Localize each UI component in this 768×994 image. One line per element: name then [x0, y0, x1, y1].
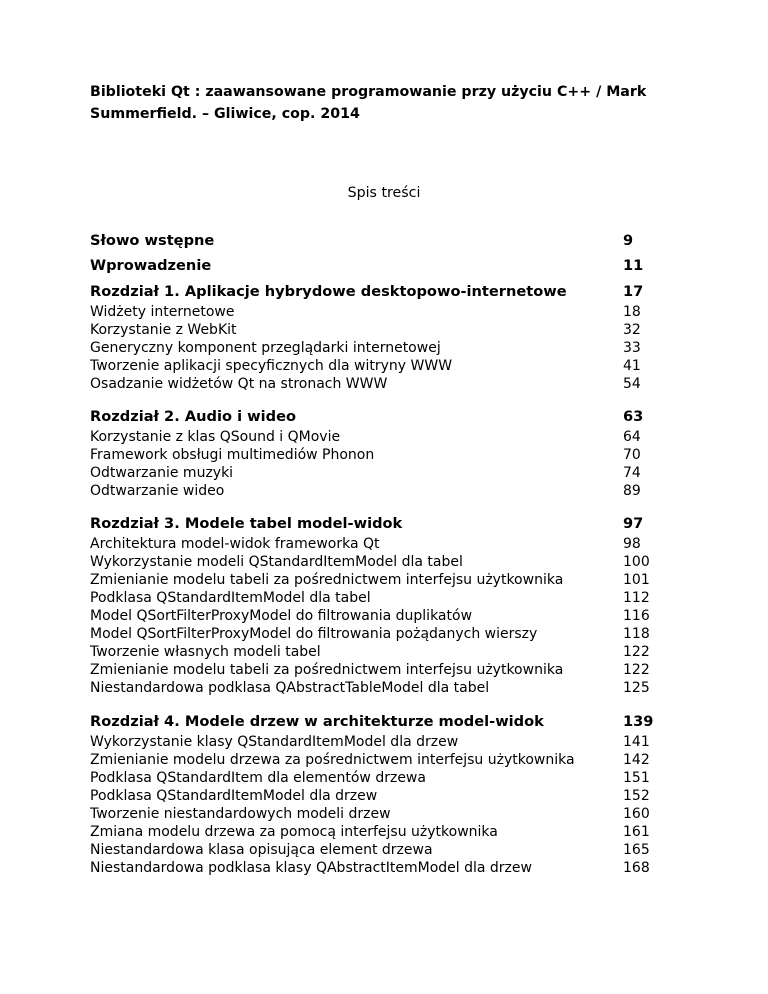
toc-entry-title: Zmienianie modelu tabeli za pośrednictwem interfejsu użytkownika: [90, 572, 564, 588]
toc-section-entry: [90, 643, 690, 661]
toc-entry-page-number: 97: [623, 515, 644, 532]
bibliographic-heading: [90, 81, 690, 125]
toc-chapter-entry: [90, 515, 690, 533]
toc-entry-title: Podklasa QStandardItemModel dla tabel: [90, 590, 371, 606]
toc-entry-title: Zmienianie modelu tabeli za pośrednictwem interfejsu użytkownika: [90, 662, 564, 678]
toc-entry-page-number: 18: [623, 304, 641, 320]
toc-entry-page-number: 63: [623, 408, 644, 425]
toc-section-entry: [90, 589, 690, 607]
toc-section-entry: [90, 535, 690, 553]
toc-entry-title: Osadzanie widżetów Qt na stronach WWW: [90, 376, 388, 392]
toc-entry-page-number: 118: [623, 626, 650, 642]
toc-entry-title: Niestandardowa podklasa QAbstractTableModel dla tabel: [90, 680, 490, 696]
toc-entry-title: Tworzenie aplikacji specyficznych dla witryny WWW: [90, 358, 453, 374]
toc-section-entry: [90, 787, 690, 805]
toc-entry-page-number: 17: [623, 283, 644, 300]
toc-entry-title: Słowo wstępne: [90, 232, 215, 249]
toc-entry-title: Wykorzystanie modeli QStandardItemModel dla tabel: [90, 554, 463, 570]
toc-entry-page-number: 141: [623, 734, 650, 750]
toc-chapter-entry: [90, 257, 690, 275]
toc-chapter-entry: [90, 408, 690, 426]
toc-section-entry: [90, 357, 690, 375]
toc-entry-page-number: 100: [623, 554, 650, 570]
toc-entry-title: Niestandardowa klasa opisująca element drzewa: [90, 842, 433, 858]
toc-entry-title: Korzystanie z WebKit: [90, 322, 237, 338]
toc-entry-title: Odtwarzanie muzyki: [90, 465, 234, 481]
toc-section-entry: [90, 446, 690, 464]
toc-entry-title: Architektura model-widok frameworka Qt: [90, 536, 380, 552]
toc-entry-page-number: 152: [623, 788, 650, 804]
toc-entry-title: Widżety internetowe: [90, 304, 235, 320]
toc-entry-title: Framework obsługi multimediów Phonon: [90, 447, 375, 463]
toc-chapter-entry: [90, 713, 690, 731]
toc-entry-page-number: 112: [623, 590, 650, 606]
toc-entry-page-number: 165: [623, 842, 650, 858]
toc-entry-page-number: 33: [623, 340, 641, 356]
toc-entry-page-number: 139: [623, 713, 654, 730]
toc-entry-title: Rozdział 4. Modele drzew w architekturze model-widok: [90, 713, 544, 730]
toc-entry-title: Rozdział 2. Audio i wideo: [90, 408, 297, 425]
toc-entry-title: Podklasa QStandardItemModel dla drzew: [90, 788, 378, 804]
toc-entry-page-number: 41: [623, 358, 641, 374]
toc-entry-title: Rozdział 3. Modele tabel model-widok: [90, 515, 403, 532]
bibliographic-heading-line-1: Biblioteki Qt : zaawansowane programowanie przy użyciu C++ / Mark: [90, 84, 647, 100]
toc-section-entry: [90, 375, 690, 393]
toc-section-entry: [90, 482, 690, 500]
toc-entry-page-number: 11: [623, 257, 644, 274]
toc-section-entry: [90, 679, 690, 697]
toc-section-entry: [90, 553, 690, 571]
toc-entry-page-number: 161: [623, 824, 650, 840]
toc-entry-title: Generyczny komponent przeglądarki internetowej: [90, 340, 441, 356]
toc-entry-page-number: 89: [623, 483, 641, 499]
toc-chapter-entry: [90, 232, 690, 250]
toc-entry-title: Model QSortFilterProxyModel do filtrowania pożądanych wierszy: [90, 626, 538, 642]
toc-section-entry: [90, 859, 690, 877]
toc-section-entry: [90, 841, 690, 859]
toc-section-entry: [90, 571, 690, 589]
toc-section-entry: [90, 303, 690, 321]
toc-section-entry: [90, 733, 690, 751]
toc-section-entry: [90, 769, 690, 787]
bibliographic-heading-line-2: Summerfield. – Gliwice, cop. 2014: [90, 106, 360, 122]
toc-entry-page-number: 151: [623, 770, 650, 786]
toc-entry-page-number: 122: [623, 662, 650, 678]
toc-entry-page-number: 74: [623, 465, 641, 481]
toc-entry-page-number: 54: [623, 376, 641, 392]
toc-entry-title: Korzystanie z klas QSound i QMovie: [90, 429, 341, 445]
toc-entry-title: Podklasa QStandardItem dla elementów drzewa: [90, 770, 426, 786]
toc-section-entry: [90, 625, 690, 643]
toc-section-entry: [90, 823, 690, 841]
toc-entry-title: Zmienianie modelu drzewa za pośrednictwem interfejsu użytkownika: [90, 752, 575, 768]
toc-title: Spis treści: [347, 185, 421, 201]
toc-entry-page-number: 142: [623, 752, 650, 768]
toc-entry-page-number: 160: [623, 806, 650, 822]
toc-section-entry: [90, 751, 690, 769]
toc-entry-page-number: 101: [623, 572, 650, 588]
toc-section-entry: [90, 805, 690, 823]
toc-entry-page-number: 122: [623, 644, 650, 660]
toc-entry-page-number: 168: [623, 860, 650, 876]
toc-entry-title: Wprowadzenie: [90, 257, 212, 274]
toc-entry-title: Model QSortFilterProxyModel do filtrowania duplikatów: [90, 608, 473, 624]
toc-section-entry: [90, 464, 690, 482]
toc-entry-page-number: 32: [623, 322, 641, 338]
toc-entry-page-number: 125: [623, 680, 650, 696]
toc-section-entry: [90, 339, 690, 357]
toc-entry-page-number: 116: [623, 608, 650, 624]
toc-entry-title: Tworzenie własnych modeli tabel: [90, 644, 321, 660]
toc-entry-title: Wykorzystanie klasy QStandardItemModel dla drzew: [90, 734, 459, 750]
toc-entry-title: Niestandardowa podklasa klasy QAbstractItemModel dla drzew: [90, 860, 532, 876]
toc-entry-page-number: 9: [623, 232, 634, 249]
toc-section-entry: [90, 428, 690, 446]
toc-entry-page-number: 98: [623, 536, 641, 552]
toc-entry-page-number: 64: [623, 429, 641, 445]
toc-entry-page-number: 70: [623, 447, 641, 463]
toc-section-entry: [90, 321, 690, 339]
toc-section-entry: [90, 607, 690, 625]
toc-entry-title: Zmiana modelu drzewa za pomocą interfejsu użytkownika: [90, 824, 498, 840]
toc-section-entry: [90, 661, 690, 679]
toc-entry-title: Tworzenie niestandardowych modeli drzew: [90, 806, 391, 822]
toc-entry-title: Rozdział 1. Aplikacje hybrydowe desktopowo-internetowe: [90, 283, 567, 300]
toc-chapter-entry: [90, 283, 690, 301]
toc-entry-title: Odtwarzanie wideo: [90, 483, 225, 499]
